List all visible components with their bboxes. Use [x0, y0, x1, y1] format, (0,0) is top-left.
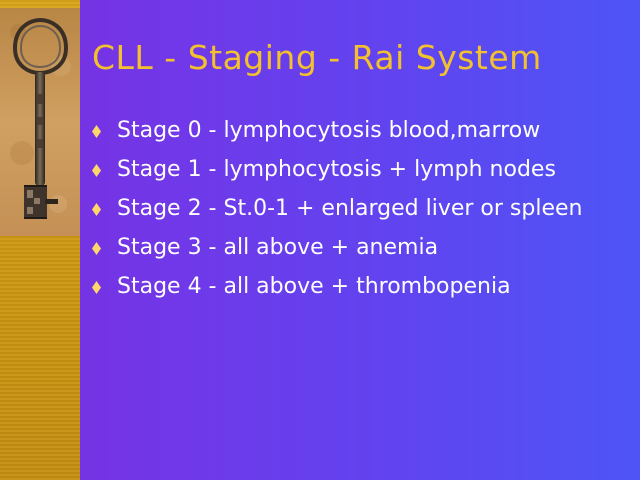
bullet-text: Stage 1 - lymphocytosis + lymph nodes — [117, 157, 556, 182]
diamond-bullet-icon — [92, 242, 101, 255]
bullet-text: Stage 0 - lymphocytosis blood,marrow — [117, 118, 541, 143]
diamond-bullet-icon — [92, 125, 101, 138]
old-key-image — [0, 8, 80, 236]
bullet-text: Stage 4 - all above + thrombopenia — [117, 274, 511, 299]
diamond-bullet-icon — [92, 164, 101, 177]
bullet-text: Stage 3 - all above + anemia — [117, 235, 439, 260]
bullet-text: Stage 2 - St.0-1 + enlarged liver or spleen — [117, 196, 583, 221]
list-item — [88, 270, 628, 303]
diamond-bullet-icon — [92, 281, 101, 294]
list-item — [88, 114, 628, 147]
list-item — [88, 231, 628, 264]
list-item — [88, 192, 628, 225]
slide-title: CLL - Staging - Rai System — [92, 38, 542, 77]
old-key-photo — [0, 8, 80, 236]
bullet-list — [88, 114, 628, 309]
list-item — [88, 153, 628, 186]
diamond-bullet-icon — [92, 203, 101, 216]
